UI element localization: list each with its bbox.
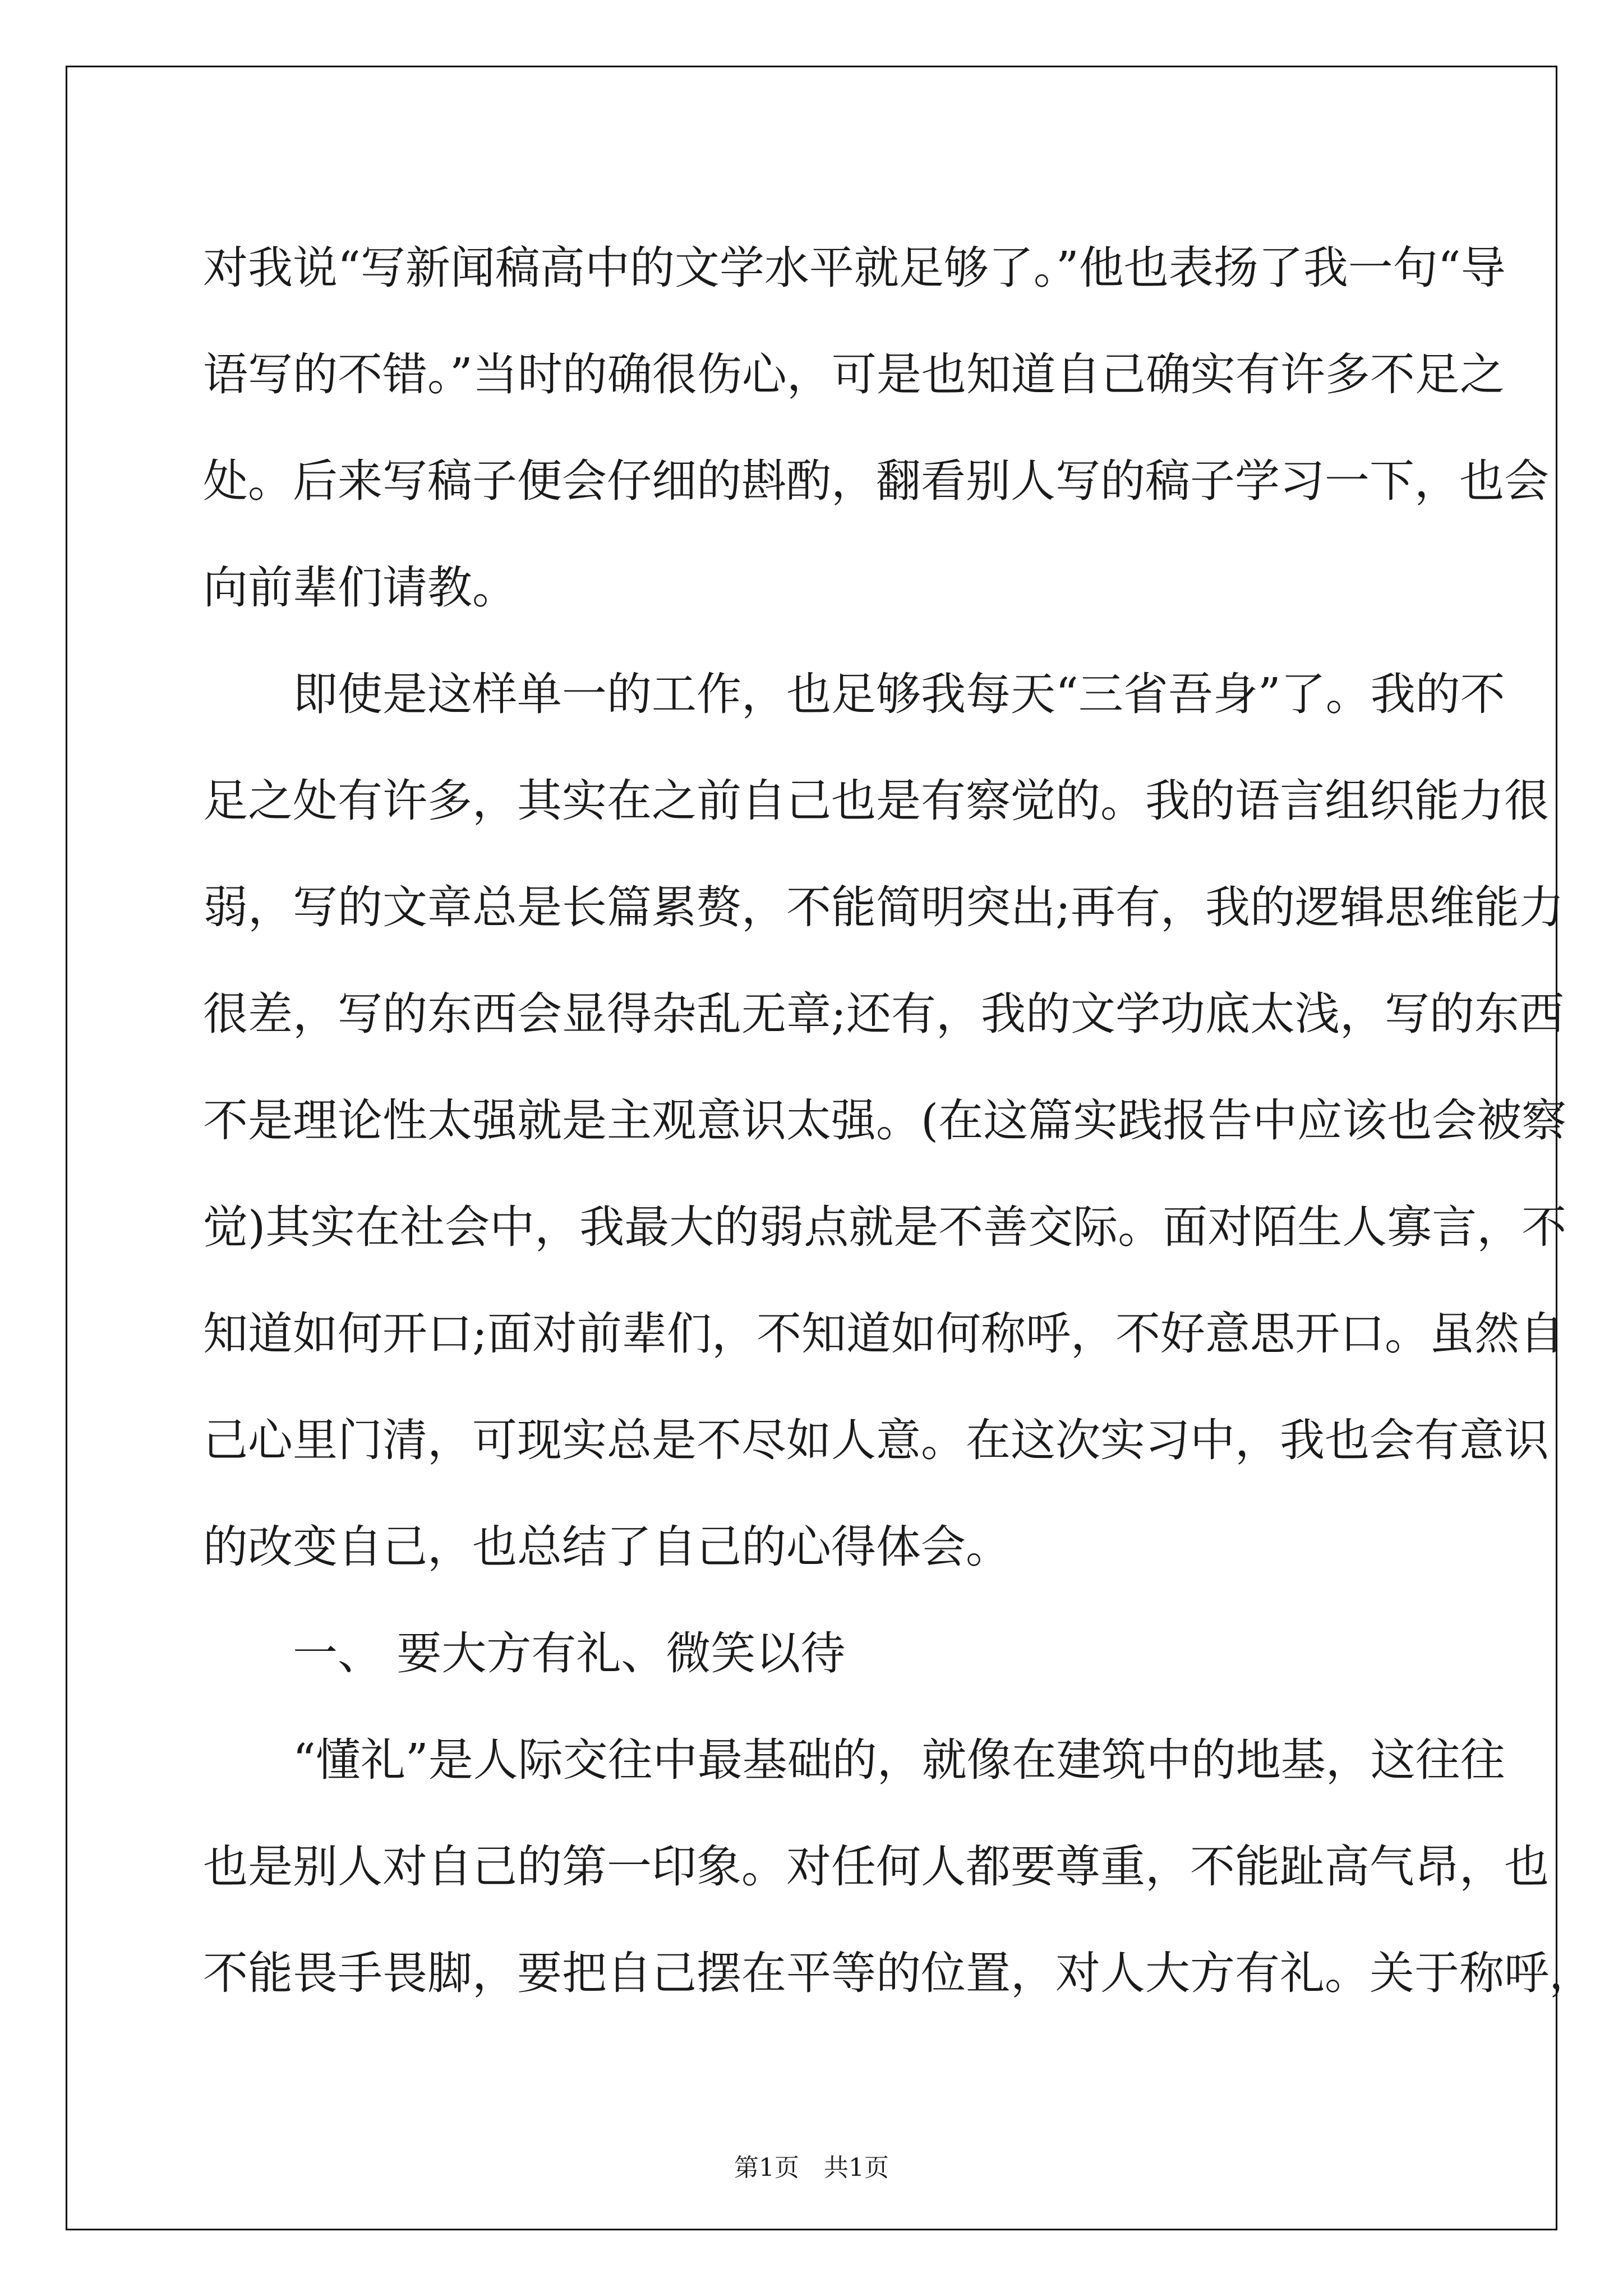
text-line: 向前辈们请教。 <box>203 562 517 614</box>
text-line: 不是理论性太强就是主观意识太强。(在这篇实践报告中应该也会被察 <box>203 1094 1567 1147</box>
section-heading: 一、 要大方有礼、微笑以待 <box>293 1627 846 1680</box>
text-line: 知道如何开口;面对前辈们，不知道如何称呼，不好意思开口。虽然自 <box>203 1308 1564 1360</box>
document-body <box>203 215 1594 2027</box>
text-line: 足之处有许多，其实在之前自己也是有察觉的。我的语言组织能力很 <box>203 775 1549 827</box>
text-line: 己心里门清，可现实总是不尽如人意。在这次实习中，我也会有意识 <box>203 1414 1549 1466</box>
text-line: 语写的不错。”当时的确很伤心，可是也知道自己确实有许多不足之 <box>203 348 1505 401</box>
page-number-footer: 第1页 共1页 <box>734 2154 889 2182</box>
text-line: 处。后来写稿子便会仔细的斟酌，翻看别人写的稿子学习一下，也会 <box>203 455 1549 507</box>
paragraph-start-line: “懂礼”是人际交往中最基础的，就像在建筑中的地基，这往往 <box>293 1734 1505 1786</box>
paragraph-start-line: 即使是这样单一的工作，也足够我每天“三省吾身”了。我的不 <box>293 668 1505 720</box>
text-line: 的改变自己，也总结了自己的心得体会。 <box>203 1521 1011 1573</box>
text-line: 觉)其实在社会中，我最大的弱点就是不善交际。面对陌生人寡言，不 <box>203 1201 1567 1253</box>
text-line: 也是别人对自己的第一印象。对任何人都要尊重，不能趾高气昂，也 <box>203 1841 1549 1893</box>
text-line: 很差，写的东西会显得杂乱无章;还有，我的文学功底太浅，写的东西 <box>203 988 1564 1040</box>
text-line: 对我说“写新闻稿高中的文学水平就足够了。”他也表扬了我一句“导 <box>203 242 1506 294</box>
text-line: 弱，写的文章总是长篇累赘，不能简明突出;再有，我的逻辑思维能力 <box>203 881 1564 933</box>
text-line: 不能畏手畏脚，要把自己摆在平等的位置，对人大方有礼。关于称呼， <box>203 1947 1594 1999</box>
